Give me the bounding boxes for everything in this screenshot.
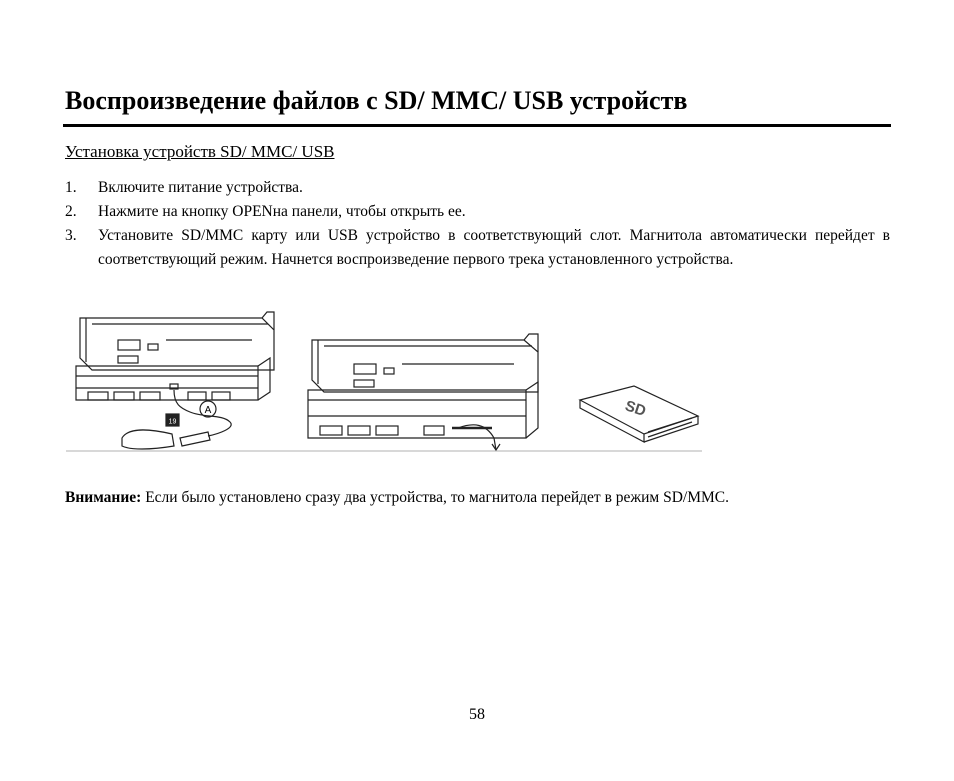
list-item bbox=[65, 200, 890, 224]
installation-illustration bbox=[62, 300, 707, 460]
step-text: Включите питание устройства. bbox=[98, 179, 303, 196]
head-unit-usb-drawing bbox=[76, 312, 274, 449]
section-subtitle: Установка устройств SD/ MMC/ USB bbox=[65, 142, 335, 161]
list-item bbox=[65, 224, 890, 272]
warning-note bbox=[65, 487, 729, 509]
step-number: 3. bbox=[65, 227, 77, 244]
step-text: Установите SD/MMC карту или USB устройство в соответствующий слот. Магнитола автоматически перейдет в соответствующий режим. Начнется воспроизведение первого трека установленного устройства. bbox=[98, 227, 890, 268]
callout-letter: A bbox=[204, 405, 212, 416]
step-number: 2. bbox=[65, 203, 77, 220]
sd-card-label: SD bbox=[622, 397, 648, 421]
page-number: 58 bbox=[469, 706, 485, 723]
list-item bbox=[65, 176, 890, 200]
note-label: Внимание: bbox=[65, 489, 142, 506]
step-number: 1. bbox=[65, 179, 77, 196]
steps-list bbox=[65, 176, 890, 272]
head-unit-sd-drawing bbox=[308, 334, 538, 450]
note-text: Если было установлено сразу два устройства, то магнитола перейдет в режим SD/MMC. bbox=[141, 489, 729, 506]
step-text: Нажмите на кнопку OPENна панели, чтобы открыть ее. bbox=[98, 203, 466, 220]
callout-number: 19 bbox=[168, 418, 177, 426]
page-title: Воспроизведение файлов с SD/ MMC/ USB устройств bbox=[65, 86, 688, 115]
installation-drawing bbox=[62, 300, 707, 460]
title-rule bbox=[63, 124, 891, 127]
